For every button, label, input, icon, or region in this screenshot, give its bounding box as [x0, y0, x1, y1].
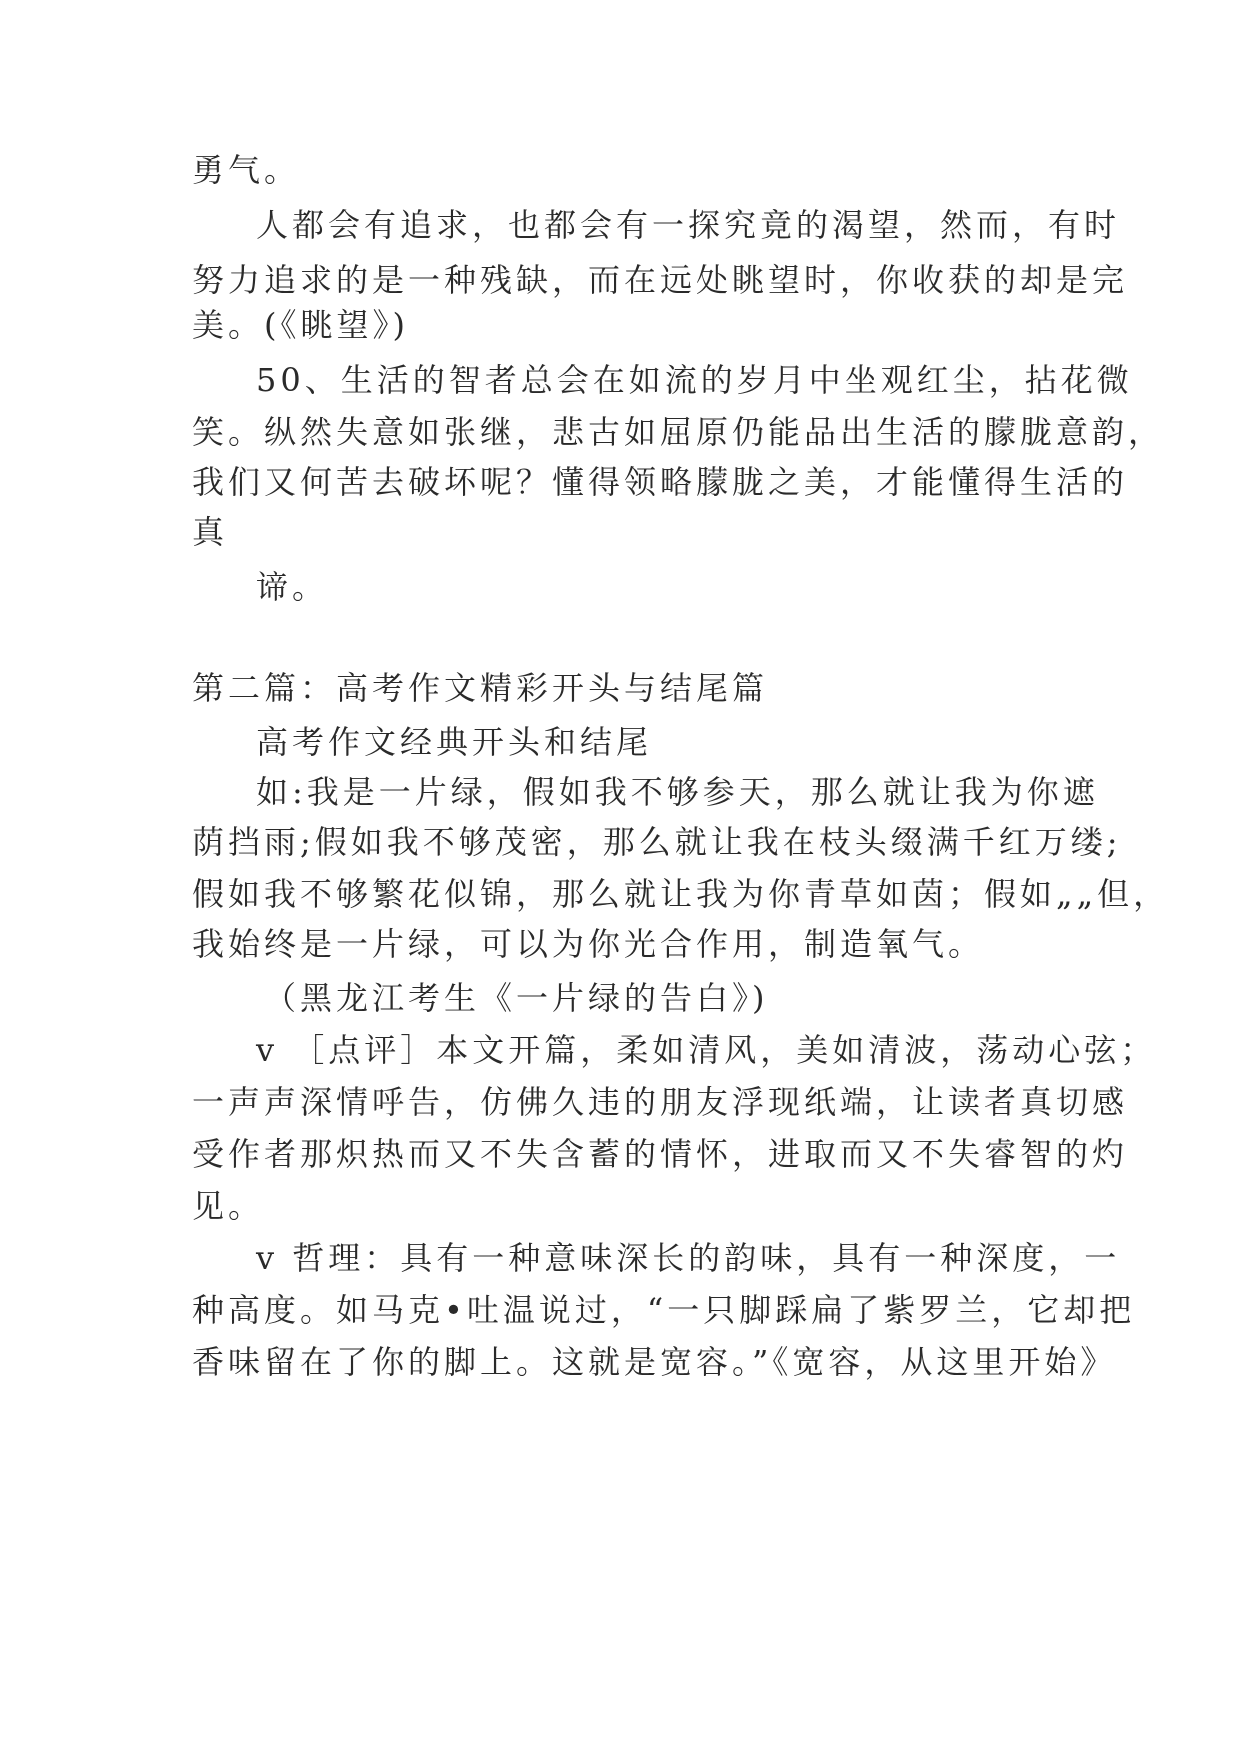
paragraph-line: 种高度。如马克•吐温说过，“一只脚踩扁了紫罗兰，它却把 [192, 1291, 1136, 1329]
paragraph-line: 荫挡雨;假如我不够茂密，那么就让我在枝头缀满千红万缕; [192, 823, 1122, 861]
paragraph-line: 见。 [192, 1187, 265, 1225]
paragraph-line: 50、生活的智者总会在如流的岁月中坐观红尘，拈花微 [256, 361, 1133, 399]
paragraph-line: 一声声深情呼告，仿佛久违的朋友浮现纸端，让读者真切感 [192, 1083, 1129, 1121]
paragraph-line: 香味留在了你的脚上。这就是宽容。”《宽容，从这里开始》 [192, 1343, 1117, 1381]
paragraph-line: 美。(《眺望》) [192, 306, 409, 344]
paragraph-line: 真 [192, 513, 229, 551]
paragraph-line: 假如我不够繁花似锦，那么就让我为你青草如茵；假如„„但， [192, 875, 1170, 913]
paragraph-line: 努力追求的是一种残缺，而在远处眺望时，你收获的却是完 [192, 261, 1129, 299]
paragraph-line: 受作者那炽热而又不失含蓄的情怀，进取而又不失睿智的灼 [192, 1135, 1129, 1173]
paragraph-line: 谛。 [256, 568, 329, 606]
citation-line: （黑龙江考生《一片绿的告白》) [264, 979, 769, 1017]
paragraph-line: 我始终是一片绿，可以为你光合作用，制造氧气。 [192, 925, 985, 963]
paragraph-line: 勇气。 [192, 151, 301, 189]
paragraph-line: v ［点评］本文开篇，柔如清风，美如清波，荡动心弦； [256, 1031, 1157, 1069]
paragraph-line: 人都会有追求，也都会有一探究竟的渴望，然而，有时 [256, 206, 1121, 244]
paragraph-line: 我们又何苦去破坏呢？懂得领略朦胧之美，才能懂得生活的 [192, 463, 1129, 501]
paragraph-line: 如:我是一片绿，假如我不够参天，那么就让我为你遮 [256, 773, 1099, 811]
paragraph-line: v 哲理：具有一种意味深长的韵味，具有一种深度，一 [256, 1239, 1121, 1277]
subsection-title: 高考作文经典开头和结尾 [256, 723, 653, 761]
section-title: 第二篇：高考作文精彩开头与结尾篇 [192, 669, 769, 707]
paragraph-line: 笑。纵然失意如张继，悲古如屈原仍能品出生活的朦胧意韵， [192, 413, 1165, 451]
